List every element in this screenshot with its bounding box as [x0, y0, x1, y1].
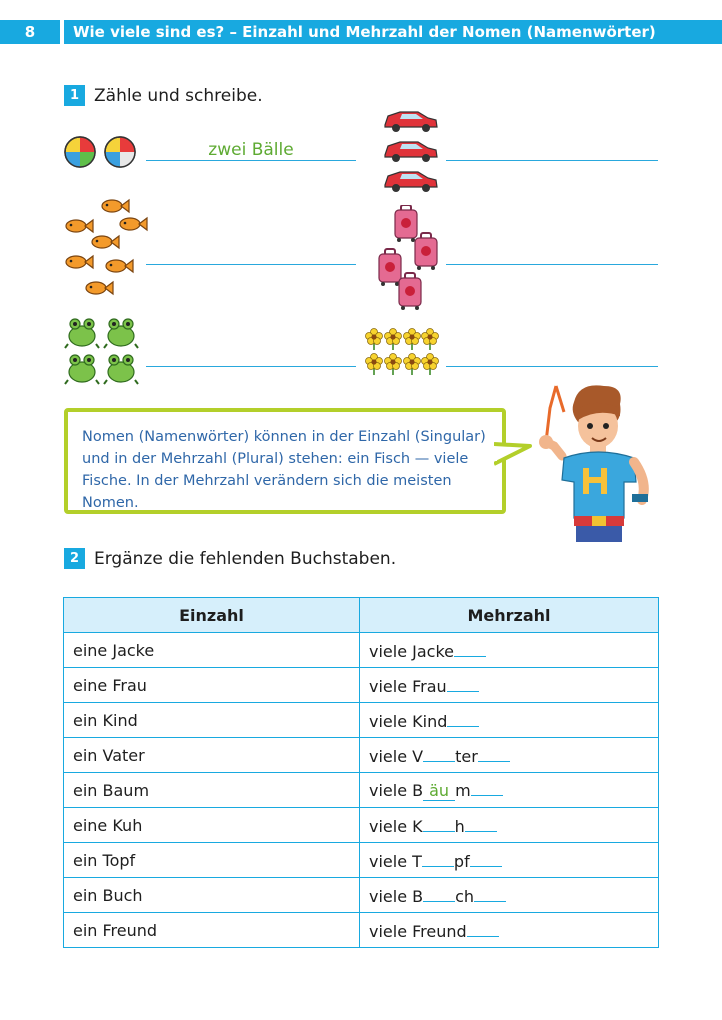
ball-icon: [105, 137, 135, 167]
ending-blank[interactable]: [474, 885, 506, 902]
fish-icon: [120, 218, 147, 230]
plural-cell: [360, 808, 659, 843]
table-row: [64, 808, 659, 843]
car-icon: [385, 112, 437, 132]
plural-cell: [360, 773, 659, 808]
fish-icon: [102, 200, 129, 212]
suitcase-icon: [415, 233, 437, 270]
singular-cell: ein Kind: [64, 703, 360, 738]
plural-prefix: viele B: [369, 781, 424, 800]
car-icon: [385, 142, 437, 162]
fish-picture: [62, 196, 152, 300]
plural-suffix: m: [455, 781, 471, 800]
column-header-mehrzahl: Mehrzahl: [360, 598, 659, 633]
plural-cell: [360, 843, 659, 878]
plural-cell: [360, 668, 659, 703]
flower-icon: [366, 354, 383, 376]
singular-cell: ein Baum: [64, 773, 360, 808]
info-box: [64, 408, 506, 514]
table-row: [64, 738, 659, 773]
boy-character-illustration: [524, 382, 660, 542]
task2-number: 2: [64, 548, 85, 569]
answer-line-frogs[interactable]: [146, 366, 356, 367]
ending-blank[interactable]: [465, 815, 497, 832]
fish-icon: [106, 260, 133, 272]
answer-line-flowers[interactable]: [446, 366, 658, 367]
frog-icon: [65, 355, 99, 384]
fish-icon: [92, 236, 119, 248]
singular-cell: eine Jacke: [64, 633, 360, 668]
page-title: Wie viele sind es? – Einzahl und Mehrzahl der Nomen (Namenwörter): [64, 20, 722, 44]
info-text: Nomen (Namenwörter) können in der Einzahl (Singular) und in der Mehrzahl (Plural) stehen: ein Fisch — viele Fische. In der Mehrzahl verändern sich die meisten Nomen.: [82, 429, 486, 511]
page-number: 8: [0, 20, 60, 44]
flower-icon: [385, 329, 402, 351]
singular-cell: eine Kuh: [64, 808, 360, 843]
flowers-picture: [364, 326, 440, 378]
flower-icon: [366, 329, 383, 351]
example-answer: zwei Bälle: [208, 140, 294, 160]
plural-prefix: viele Kind: [369, 711, 448, 731]
singular-cell: ein Freund: [64, 913, 360, 948]
plural-prefix: viele B: [369, 886, 424, 906]
singular-cell: ein Topf: [64, 843, 360, 878]
answer-line-cars[interactable]: [446, 160, 658, 161]
plural-cell: [360, 633, 659, 668]
plural-cell: [360, 738, 659, 773]
plural-cell: [360, 913, 659, 948]
task1-heading: [64, 85, 263, 106]
plural-prefix: viele T: [369, 851, 422, 871]
plural-prefix: viele Jacke: [369, 641, 454, 661]
plural-suffix: ch: [455, 886, 475, 906]
plural-prefix: viele Frau: [369, 676, 447, 696]
letter-blank[interactable]: [454, 640, 486, 657]
column-header-einzahl: Einzahl: [64, 598, 360, 633]
answer-line-suitcases[interactable]: [446, 264, 658, 265]
balls-picture: [63, 134, 139, 170]
page-header: [0, 20, 722, 44]
table-row: [64, 668, 659, 703]
cars-picture: [382, 103, 440, 193]
flower-icon: [422, 329, 439, 351]
fish-icon: [66, 256, 93, 268]
plural-table: [63, 597, 659, 948]
suitcases-picture: [377, 205, 443, 313]
answer-line-fish[interactable]: [146, 264, 356, 265]
answer-line-balls[interactable]: [146, 160, 356, 161]
singular-cell: eine Frau: [64, 668, 360, 703]
plural-suffix: pf: [453, 851, 470, 871]
flower-icon: [404, 329, 421, 351]
table-row: [64, 773, 659, 808]
table-header-row: [64, 598, 659, 633]
frog-icon: [104, 319, 138, 348]
task1-number: 1: [64, 85, 85, 106]
letter-blank[interactable]: [423, 885, 455, 902]
suitcase-icon: [395, 205, 417, 242]
table-row: [64, 913, 659, 948]
table-row: [64, 878, 659, 913]
ending-blank[interactable]: [470, 850, 502, 867]
plural-cell: [360, 878, 659, 913]
singular-cell: ein Vater: [64, 738, 360, 773]
ending-blank[interactable]: [471, 779, 503, 796]
task2-instruction: Ergänze die fehlenden Buchstaben.: [94, 548, 397, 569]
suitcase-icon: [379, 249, 401, 286]
plural-cell: [360, 703, 659, 738]
letter-blank[interactable]: [422, 850, 454, 867]
letter-blank[interactable]: [447, 675, 479, 692]
letter-blank[interactable]: [447, 710, 479, 727]
flower-icon: [404, 354, 421, 376]
ball-icon: [65, 137, 95, 167]
ending-blank[interactable]: [478, 745, 510, 762]
table-row: [64, 633, 659, 668]
plural-suffix: h: [454, 816, 465, 836]
letter-blank[interactable]: [423, 745, 455, 762]
frog-icon: [65, 319, 99, 348]
suitcase-icon: [399, 273, 421, 310]
flower-icon: [422, 354, 439, 376]
letter-blank[interactable]: [423, 815, 455, 832]
flower-icon: [385, 354, 402, 376]
letter-blank[interactable]: äu: [423, 781, 455, 801]
fish-icon: [86, 282, 113, 294]
plural-suffix: ter: [455, 746, 478, 766]
plural-prefix: viele K: [369, 816, 423, 836]
letter-blank[interactable]: [467, 920, 499, 937]
car-icon: [385, 172, 437, 192]
plural-prefix: viele Freund: [369, 921, 467, 941]
plural-prefix: viele V: [369, 746, 424, 766]
frogs-picture: [63, 316, 139, 386]
table-row: [64, 703, 659, 738]
fish-icon: [66, 220, 93, 232]
singular-cell: ein Buch: [64, 878, 360, 913]
task1-instruction: Zähle und schreibe.: [94, 85, 263, 106]
task2-heading: [64, 548, 396, 569]
table-row: [64, 843, 659, 878]
frog-icon: [104, 355, 138, 384]
